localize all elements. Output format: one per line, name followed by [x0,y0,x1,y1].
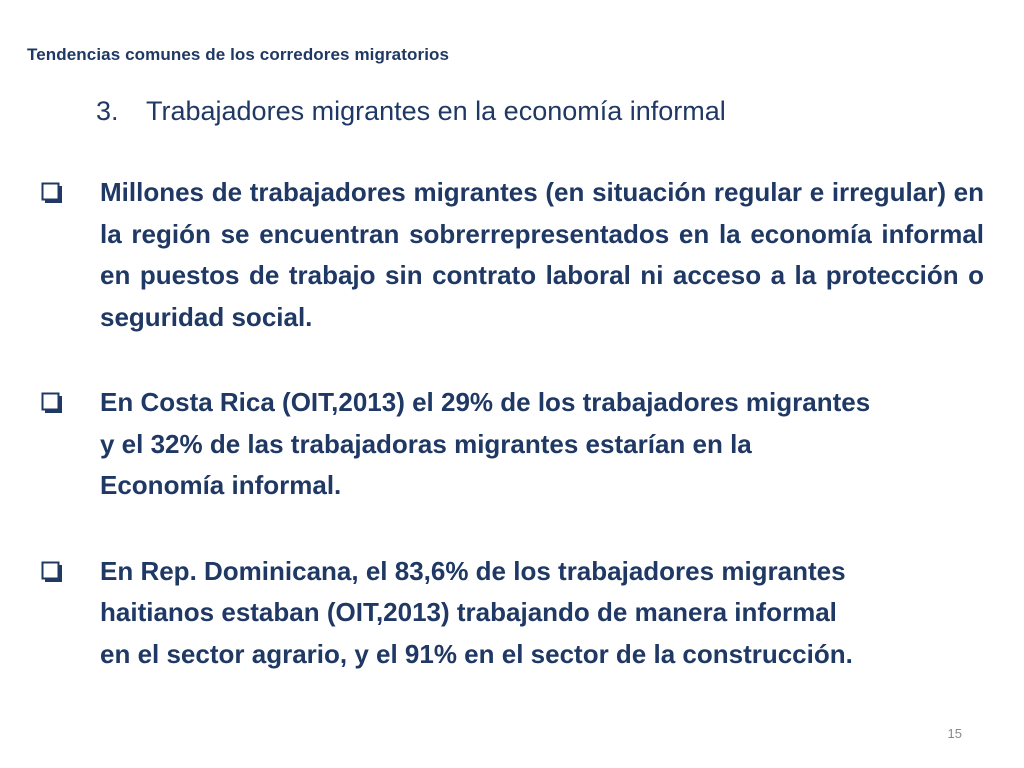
subtitle-text: Trabajadores migrantes en la economía informal [146,96,726,126]
bullet-line: En Rep. Dominicana, el 83,6% de los trabajadores migrantes [100,555,846,586]
bullet-line: en el sector agrario, y el 91% en el sector de la construcción. [100,638,853,669]
slide-subtitle [96,96,726,127]
bullet-line: haitianos estaban (OIT,2013) trabajando de manera informal [100,597,837,627]
page-number: 15 [947,726,962,741]
checkbox-bullet-icon [41,392,63,414]
bullet-item [36,382,984,507]
checkbox-bullet-icon [41,561,63,583]
bullet-line: Economía informal. [100,470,342,500]
bullet-list [36,172,984,675]
bullet-item [36,172,984,338]
checkbox-bullet-icon [41,182,63,204]
bullet-item [36,551,984,676]
bullet-line: En Costa Rica (OIT,2013) el 29% de los trabajadores migrantes [100,387,871,417]
bullet-text: Millones de trabajadores migrantes (en situación regular e irregular) en la región se encuentran sobrerrepresentados en la economía informal en puestos de trabajo sin contrato laboral ni acceso a la protección o seguridad social. [100,177,984,332]
bullet-line: y el 32% de las trabajadoras migrantes estarían en la [100,428,752,459]
subtitle-number: 3. [96,96,119,126]
section-title: Tendencias comunes de los corredores migratorios [27,45,450,64]
